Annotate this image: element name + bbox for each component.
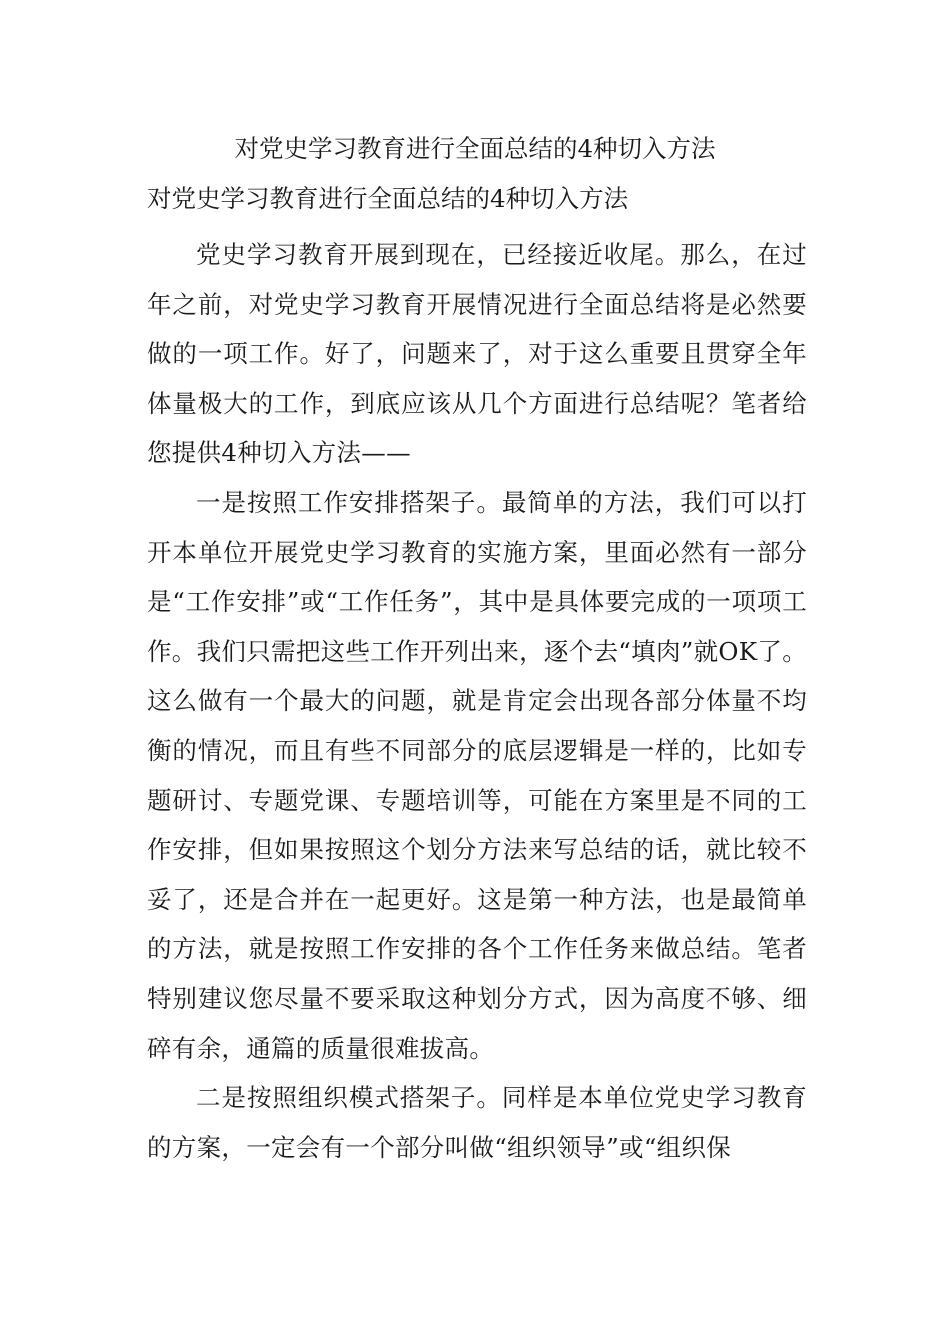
paragraph-intro: 党史学习教育开展到现在，已经接近收尾。那么，在过年之前，对党史学习教育开展情况进行全面总结将是必然要做的一项工作。好了，问题来了，对于这么重要且贯穿全年体量极大的工作，到底应该从几个方面进行总结呢？笔者给您提供4种切入方法—— [147,240,807,468]
document-subtitle: 对党史学习教育进行全面总结的4种切入方法 [147,184,629,213]
paragraph-method-two: 二是按照组织模式搭架子。同样是本单位党史学习教育的方案，一定会有一个部分叫做“组织领导”或“组织保 [147,1083,807,1162]
document-title: 对党史学习教育进行全面总结的4种切入方法 [234,134,716,163]
document-body [147,230,807,1172]
paragraph-method-one: 一是按照工作安排搭架子。最简单的方法，我们可以打开本单位开展党史学习教育的实施方案，里面必然有一部分是“工作安排”或“工作任务”，其中是具体要完成的一项项工作。我们只需把这些工作开列出来，逐个去“填肉”就OK了。这么做有一个最大的问题，就是肯定会出现各部分体量不均衡的情况，而且有些不同部分的底层逻辑是一样的，比如专题研讨、专题党课、专题培训等，可能在方案里是不同的工作安排，但如果按照这个划分方法来写总结的话，就比较不妥了，还是合并在一起更好。这是第一种方法，也是最简单的方法，就是按照工作安排的各个工作任务来做总结。笔者特别建议您尽量不要采取这种划分方式，因为高度不够、细碎有余，通篇的质量很难拔高。 [147,487,807,1063]
